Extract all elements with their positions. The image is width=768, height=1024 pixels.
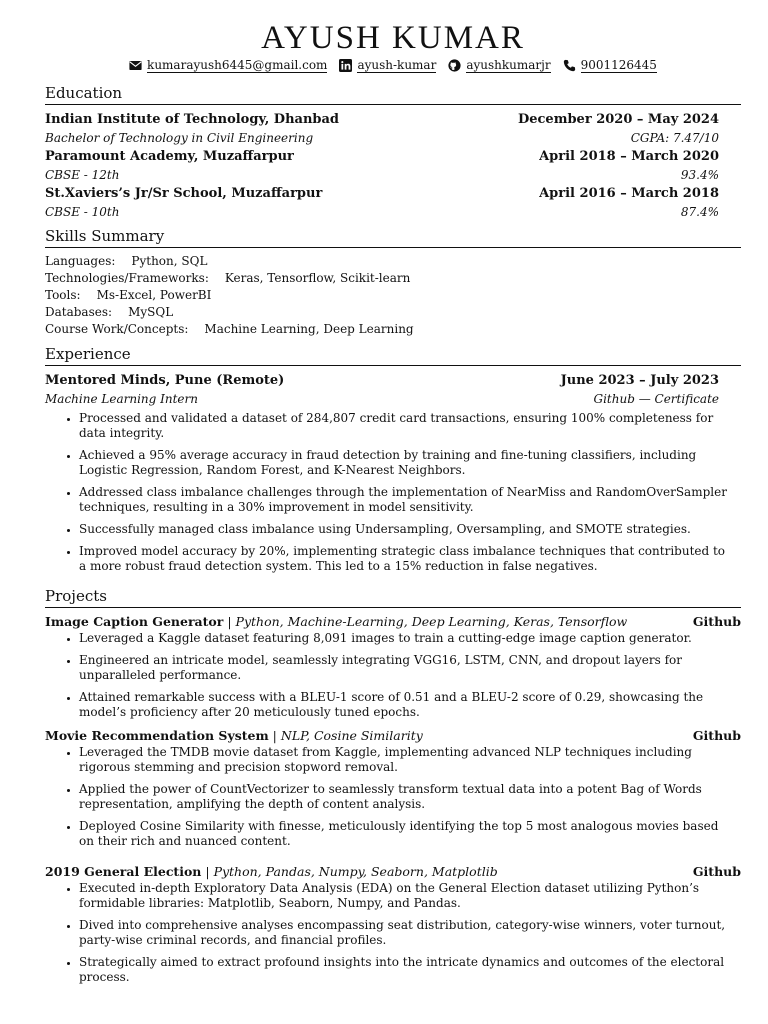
phone-icon — [563, 59, 576, 72]
phone-contact[interactable] — [563, 58, 657, 73]
list-item: • Engineered an intricate model, seamlessly integrating VGG16, LSTM, CNN, and dropout layers for unparalleled performance. — [79, 653, 741, 683]
phone-link[interactable]: 9001126445 — [580, 58, 657, 72]
project-name: 2019 General Election — [45, 864, 202, 879]
list-item: • Improved model accuracy by 20%, implementing strategic class imbalance techniques that contributed to a more robust fraud detection system. This led to a 15% reduction in false negatives. — [79, 544, 741, 574]
list-item: • Applied the power of CountVectorizer to seamlessly transform textual data into a potent Bag of Words representation, amplifying the depth of content analysis. — [79, 782, 741, 812]
degree: CBSE - 12th — [45, 168, 120, 182]
score: 87.4% — [680, 205, 719, 219]
skill-label: Tools: — [45, 288, 81, 302]
project-separator: | — [201, 864, 214, 879]
list-item: • Achieved a 95% average accuracy in fraud detection by training and fine-tuning classifiers, including Logistic Regression, Random Forest, and K-Nearest Neighbors. — [79, 448, 741, 478]
school-name: Indian Institute of Technology, Dhanbad — [45, 112, 340, 127]
score: CGPA: 7.47/10 — [630, 131, 719, 145]
project-github-link[interactable]: Github — [692, 864, 741, 879]
skill-row — [45, 304, 741, 321]
experience-links[interactable]: Github — Certificate — [593, 392, 719, 406]
section-heading-skills: Skills Summary — [45, 227, 741, 248]
experience-bullets — [45, 411, 741, 574]
company-name: Mentored Minds, Pune (Remote) — [45, 373, 285, 388]
skill-row — [45, 287, 741, 304]
list-item: • Successfully managed class imbalance using Undersampling, Oversampling, and SMOTE strategies. — [79, 522, 741, 537]
skill-label: Technologies/Frameworks: — [45, 271, 209, 285]
skill-row — [45, 321, 741, 338]
project-entry — [45, 613, 741, 720]
skill-value: Python, SQL — [131, 254, 208, 268]
email-contact[interactable] — [129, 58, 327, 73]
section-heading-education: Education — [45, 84, 741, 105]
school-dates: December 2020 – May 2024 — [517, 112, 719, 127]
list-item: • Deployed Cosine Similarity with finesse, meticulously identifying the top 5 most analogous movies based on their rich and nuanced content. — [79, 819, 741, 849]
skills-section — [45, 227, 741, 338]
contact-bar — [45, 58, 741, 73]
project-separator: | — [268, 728, 281, 743]
list-item: • Attained remarkable success with a BLEU-1 score of 0.51 and a BLEU-2 score of 0.29, showcasing the model’s proficiency after 20 meticulously tuned epochs. — [79, 690, 741, 720]
education-section — [45, 84, 741, 221]
project-name: Image Caption Generator — [45, 614, 224, 629]
project-bullets — [45, 745, 741, 849]
skill-label: Course Work/Concepts: — [45, 322, 189, 336]
list-item: • Strategically aimed to extract profound insights into the intricate dynamics and outcomes of the electoral process. — [79, 955, 741, 985]
school-dates: April 2018 – March 2020 — [539, 149, 719, 164]
skill-row — [45, 270, 741, 287]
skill-label: Databases: — [45, 305, 113, 319]
skill-row — [45, 253, 741, 270]
job-role: Machine Learning Intern — [45, 392, 198, 406]
linkedin-icon — [339, 59, 352, 72]
experience-section — [45, 345, 741, 574]
email-link[interactable]: kumarayush6445@gmail.com — [147, 58, 328, 72]
school-name: St.Xaviers’s Jr/Sr School, Muzaffarpur — [45, 186, 323, 201]
linkedin-contact[interactable] — [339, 58, 436, 73]
github-icon — [448, 59, 461, 72]
skill-value: Machine Learning, Deep Learning — [204, 322, 414, 336]
github-contact[interactable] — [448, 58, 550, 73]
resume-page — [45, 18, 741, 992]
list-item: • Addressed class imbalance challenges through the implementation of NearMiss and RandomOverSampler techniques, resulting in a 30% improvement in model sensitivity. — [79, 485, 741, 515]
skill-label: Languages: — [45, 254, 116, 268]
projects-section — [45, 587, 741, 985]
degree: CBSE - 10th — [45, 205, 120, 219]
project-separator: | — [223, 614, 236, 629]
project-tech: Python, Pandas, Numpy, Seaborn, Matplotlib — [213, 864, 498, 879]
candidate-name: AYUSH KUMAR — [261, 20, 525, 56]
education-entry — [45, 147, 741, 184]
project-entry — [45, 863, 741, 985]
education-entry — [45, 184, 741, 221]
education-entry — [45, 110, 741, 147]
list-item: • Leveraged a Kaggle dataset featuring 8,091 images to train a cutting-edge image caption generator. — [79, 631, 741, 646]
score: 93.4% — [680, 168, 719, 182]
envelope-icon — [129, 59, 142, 72]
school-name: Paramount Academy, Muzaffarpur — [45, 149, 294, 164]
linkedin-link[interactable]: ayush-kumar — [357, 58, 437, 72]
experience-dates: June 2023 – July 2023 — [560, 373, 719, 388]
project-tech: NLP, Cosine Similarity — [280, 728, 423, 743]
list-item: • Processed and validated a dataset of 284,807 credit card transactions, ensuring 100% completeness for data integrity. — [79, 411, 741, 441]
section-heading-projects: Projects — [45, 587, 741, 608]
list-item: • Dived into comprehensive analyses encompassing seat distribution, category-wise winners, voter turnout, party-wise criminal records, and financial profiles. — [79, 918, 741, 948]
project-tech: Python, Machine-Learning, Deep Learning, Keras, Tensorflow — [235, 614, 628, 629]
project-github-link[interactable]: Github — [692, 728, 741, 743]
list-item: • Executed in-depth Exploratory Data Analysis (EDA) on the General Election dataset utilizing Python’s formidable libraries: Matplotlib, Seaborn, Numpy, and Pandas. — [79, 881, 741, 911]
skill-value: MySQL — [128, 305, 174, 319]
list-item: • Leveraged the TMDB movie dataset from Kaggle, implementing advanced NLP techniques including rigorous stemming and precision stopword removal. — [79, 745, 741, 775]
school-dates: April 2016 – March 2018 — [539, 186, 719, 201]
section-heading-experience: Experience — [45, 345, 741, 366]
project-bullets — [45, 881, 741, 985]
project-entry — [45, 727, 741, 849]
project-github-link[interactable]: Github — [692, 614, 741, 629]
github-link[interactable]: ayushkumarjr — [466, 58, 551, 72]
skill-value: Ms-Excel, PowerBI — [96, 288, 212, 302]
degree: Bachelor of Technology in Civil Engineering — [45, 131, 314, 145]
project-bullets — [45, 631, 741, 720]
project-name: Movie Recommendation System — [45, 728, 269, 743]
skill-value: Keras, Tensorflow, Scikit-learn — [224, 271, 411, 285]
